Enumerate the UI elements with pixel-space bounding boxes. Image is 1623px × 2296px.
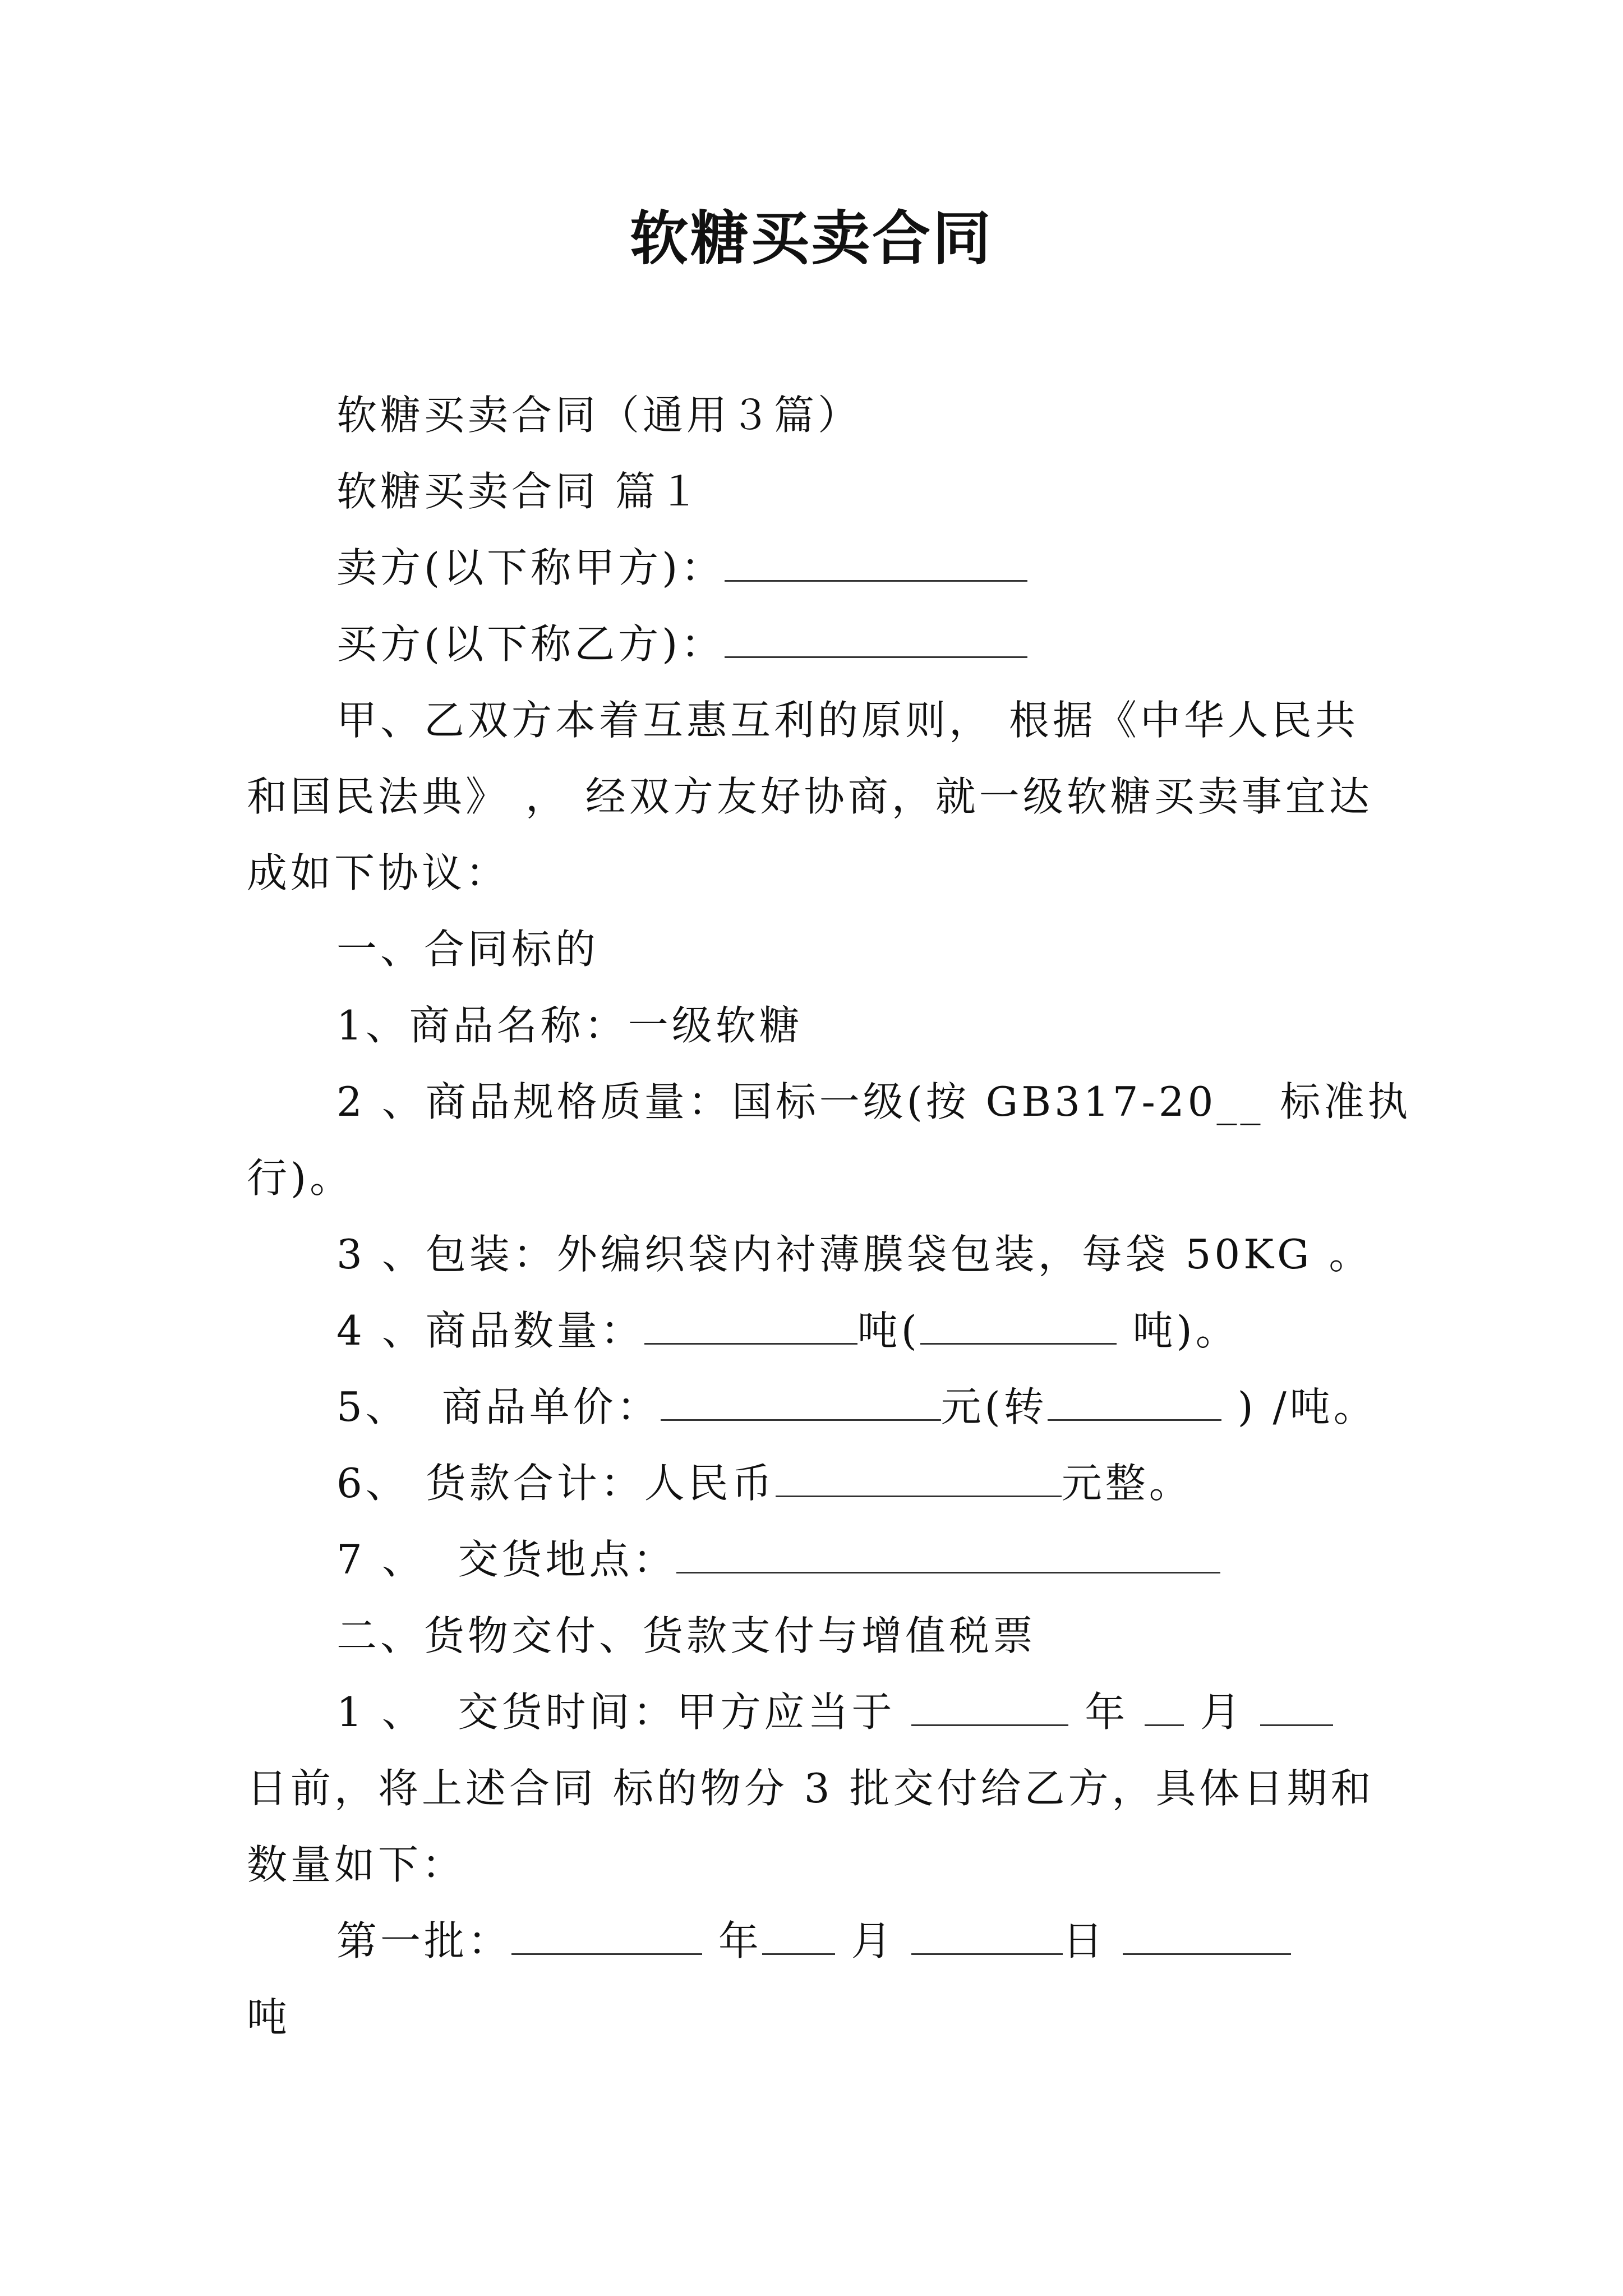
seller-label: 卖方(以下称甲方)： [336, 544, 725, 591]
batch-1-month: 月 [834, 1917, 911, 1964]
item-6-prefix: 6、 货款合计：人民币 [336, 1460, 776, 1507]
seller-line [336, 540, 1027, 596]
delivery-place-blank [676, 1533, 1220, 1573]
item-2-1-line-1 [336, 1684, 1333, 1740]
buyer-line [336, 616, 1027, 672]
item-5 [336, 1379, 1377, 1435]
seller-blank [725, 541, 1027, 582]
batch-1-year-blank [511, 1914, 702, 1955]
price-blank [661, 1380, 941, 1421]
item-1: 1、商品名称：一级软糖 [336, 1002, 803, 1049]
quantity-blank [644, 1304, 857, 1345]
item-3: 3 、包装：外编织袋内衬薄膜袋包装，每袋 50KG 。 [336, 1231, 1373, 1278]
item-2-line-1: 2 、商品规格质量：国标一级(按 GB317-20__ 标准执 [336, 1078, 1412, 1125]
subtitle: 软糖买卖合同（通用３篇） [336, 392, 862, 439]
total-blank [776, 1456, 1062, 1497]
batch-1-day-blank [911, 1914, 1063, 1955]
batch-1-day: 日 [1062, 1917, 1123, 1964]
item-2-line-2: 行)。 [247, 1154, 354, 1202]
item-5-mid: 元(转 [940, 1383, 1048, 1430]
section-1-heading: 一、合同标的 [336, 926, 600, 973]
item-4-suffix: 吨)。 [1116, 1307, 1239, 1354]
buyer-label: 买方(以下称乙方)： [336, 620, 725, 668]
price-words-blank [1048, 1380, 1221, 1421]
delivery-month-blank [1145, 1685, 1184, 1726]
batch-1-year: 年 [702, 1917, 762, 1964]
item-2-1-year: 年 [1068, 1688, 1145, 1736]
item-6 [336, 1455, 1193, 1511]
item-5-prefix: 5、 商品单价： [336, 1383, 661, 1430]
intro-line-1: 甲、乙双方本着互惠互利的原则， 根据《中华人民共 [336, 697, 1359, 744]
item-2-1-line-3: 数量如下： [247, 1841, 466, 1888]
page-title: 软糖买卖合同 [629, 204, 993, 273]
intro-line-2: 和国民法典》 ， 经双方友好协商，就一级软糖买卖事宜达 [247, 773, 1373, 820]
piece-heading: 软糖买卖合同 篇１ [336, 468, 703, 515]
item-4-prefix: 4 、商品数量： [336, 1307, 644, 1354]
batch-1-prefix: 第一批： [336, 1917, 512, 1964]
item-7-prefix: 7 、 交货地点： [336, 1536, 677, 1583]
item-4-mid: 吨( [857, 1307, 920, 1354]
section-2-heading: 二、货物交付、货款支付与增值税票 [336, 1612, 1037, 1659]
delivery-day-blank [1260, 1685, 1333, 1726]
item-4 [336, 1303, 1239, 1359]
item-7 [336, 1531, 1220, 1588]
buyer-blank [725, 617, 1027, 658]
item-5-suffix: ) /吨。 [1221, 1383, 1377, 1430]
batch-1-line [336, 1913, 1291, 1969]
item-2-1-line-2: 日前，将上述合同 标的物分 3 批交付给乙方，具体日期和 [247, 1765, 1375, 1812]
delivery-year-blank [911, 1685, 1068, 1726]
item-6-suffix: 元整。 [1061, 1460, 1193, 1507]
quantity-words-blank [920, 1304, 1117, 1345]
batch-1-tons-blank [1123, 1914, 1291, 1955]
batch-1-month-blank [762, 1914, 835, 1955]
item-2-1-prefix: 1 、 交货时间：甲方应当于 [336, 1688, 912, 1736]
batch-1-unit: 吨 [247, 1994, 291, 2041]
intro-line-3: 成如下协议： [247, 849, 510, 896]
item-2-1-month: 月 [1184, 1688, 1260, 1736]
